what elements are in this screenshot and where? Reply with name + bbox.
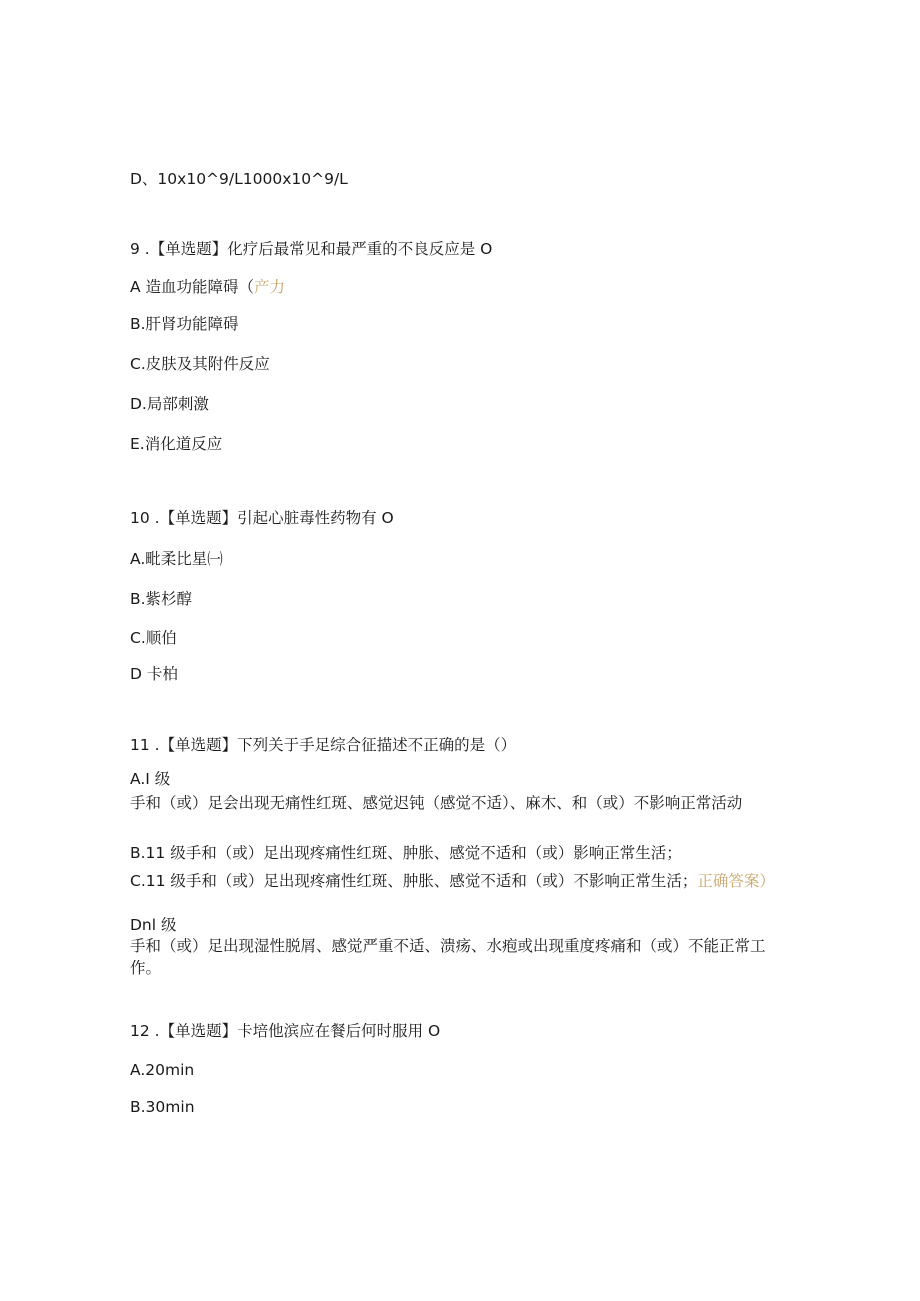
q11-option-c-text: C.11 级手和（或）足出现疼痛性红斑、肿胀、感觉不适和（或）不影响正常生活； [130, 872, 698, 890]
q9-option-b: B.肝肾功能障碍 [130, 315, 239, 333]
q9-option-c: C.皮肤及其附件反应 [130, 355, 270, 373]
q11-option-b: B.11 级手和（或）足出现疼痛性红斑、肿胀、感觉不适和（或）影响正常生活； [130, 844, 682, 862]
q10-title: 10 .【单选题】引起心脏毒性药物有 O [130, 509, 394, 527]
q11-option-a-body: 手和（或）足会出现无痛性红斑、感觉迟钝（感觉不适）、麻木、和（或）不影响正常活动 [130, 794, 743, 812]
q10-option-b: B.紫杉醇 [130, 590, 193, 608]
q9-option-d: D.局部刺激 [130, 395, 209, 413]
q9-option-e: E.消化道反应 [130, 435, 223, 453]
q10-option-c: C.顺伯 [130, 629, 177, 647]
q11-option-c [130, 870, 790, 892]
q9-title: 9 .【单选题】化疗后最常见和最严重的不良反应是 O [130, 240, 493, 258]
q10-option-a: A.毗柔比星㈠ [130, 550, 223, 568]
q11-option-d-head: Dnl 级 [130, 916, 177, 934]
q12-option-b: B.30min [130, 1098, 195, 1116]
q11-option-d-body: 手和（或）足出现湿性脱屑、感觉严重不适、溃疡、水疱或出现重度疼痛和（或）不能正常工作。 [130, 937, 766, 977]
q11-answer-mark: 正确答案） [697, 872, 775, 890]
q12-title: 12 .【单选题】卡培他滨应在餐后何时服用 O [130, 1022, 441, 1040]
q9-answer-mark: 产力 [254, 278, 286, 296]
q8-option-d: D、10x10^9/L1000x10^9/L [130, 170, 348, 188]
q11-title: 11 .【单选题】下列关于手足综合征描述不正确的是（） [130, 736, 517, 754]
q9-option-a-text: A 造血功能障碍（ [130, 278, 255, 296]
q11-option-a-head: A.I 级 [130, 770, 171, 788]
q9-option-a [130, 276, 285, 298]
q12-option-a: A.20min [130, 1061, 195, 1079]
q10-option-d: D 卡柏 [130, 665, 178, 683]
